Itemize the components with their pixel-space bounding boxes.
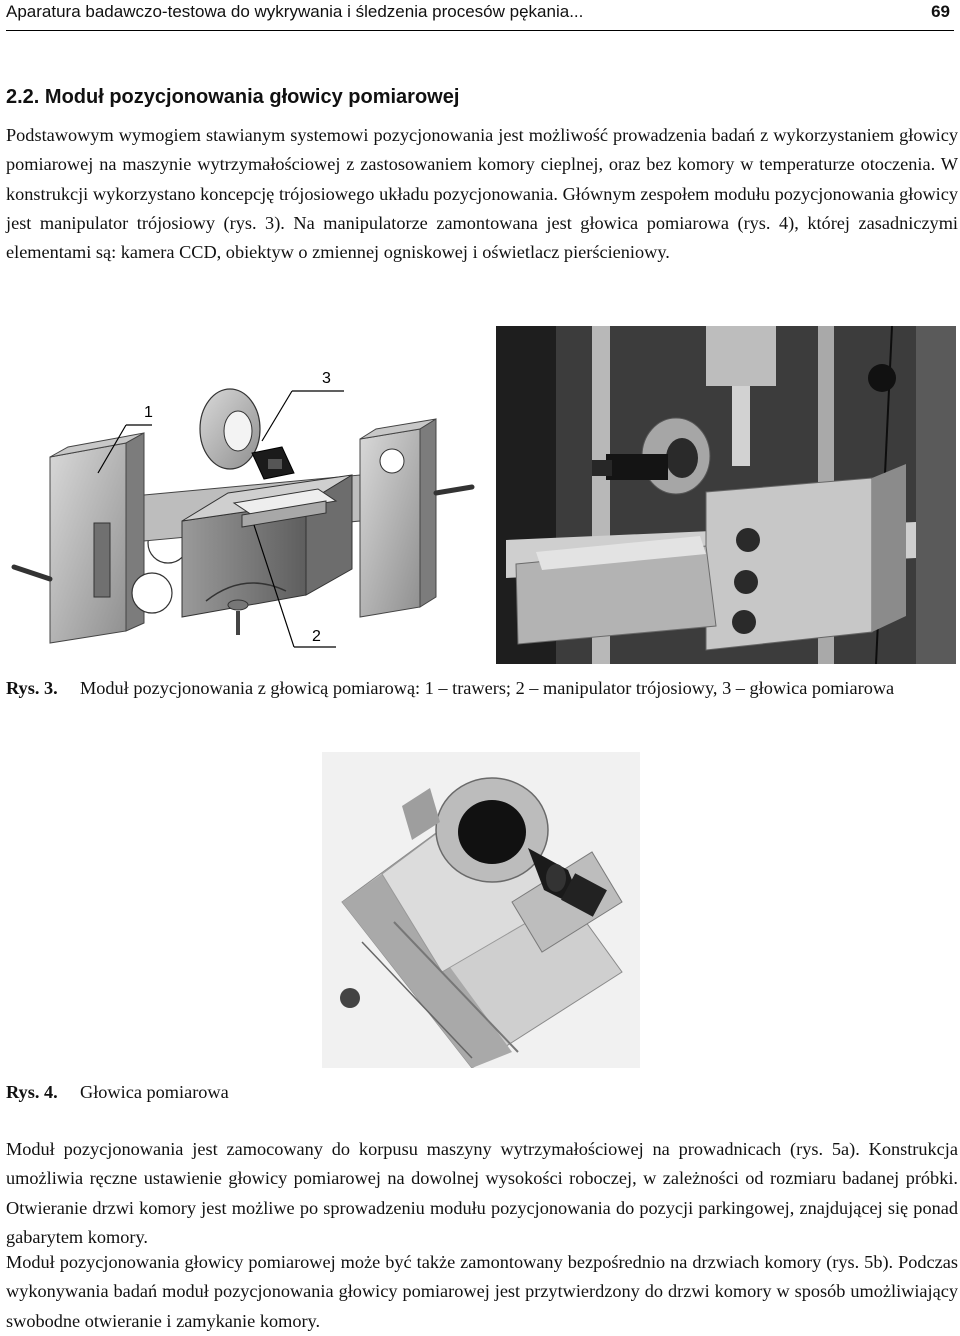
figure-4-caption-text: Głowica pomiarowa xyxy=(80,1082,229,1102)
running-header xyxy=(6,0,954,26)
header-rule xyxy=(6,30,954,31)
positioning-module-photo xyxy=(496,326,956,664)
intro-paragraph: Podstawowym wymogiem stawianym systemowi pozycjonowania jest możliwość prowadzenia badań z wykorzystaniem głowicy pomiarowej na maszynie wytrzymałościowej z zastosowaniem komory cieplnej, oraz bez komory w temperaturze otoczenia. W konstrukcji wykorzystano koncepcję trójosiowego układu pozycjonowania. Głównym zespołem modułu pozycjonowania głowicy jest manipulator trójosiowy (rys. 3). Na manipulatorze zamontowana jest głowica pomiarowa (rys. 4), której zasadniczymi elementami są: kamera CCD, obiektyw o zmiennej ogniskowej i oświetlacz pierścieniowy. xyxy=(6,125,958,263)
body-paragraph-2: Moduł pozycjonowania głowicy pomiarowej może być także zamontowany bezpośrednio na drzwiach komory (rys. 5b). Podczas wykonywania badań moduł pozycjonowania głowicy pomiarowej jest przytwierdzony do drzwi komory w sposób umożliwiający swobodne otwieranie i zamykanie komory. xyxy=(6,1252,958,1331)
callout-3: 3 xyxy=(322,370,331,387)
positioning-module-drawing xyxy=(6,325,478,665)
running-title: Aparatura badawczo-testowa do wykrywania i śledzenia procesów pękania... xyxy=(6,2,584,21)
measurement-head-photo xyxy=(322,752,640,1068)
callout-2: 2 xyxy=(312,628,321,645)
callout-1: 1 xyxy=(144,404,153,421)
section-heading: 2.2. Moduł pozycjonowania głowicy pomiarowej xyxy=(6,86,460,108)
body-paragraph-1: Moduł pozycjonowania jest zamocowany do korpusu maszyny wytrzymałościowej na prowadnicach (rys. 5a). Konstrukcja umożliwia ręczne ustawienie głowicy pomiarowej na dowolnej wysokości roboczej, w zależności od rozmiaru badanej próbki. Otwieranie drzwi komory jest możliwe po sprowadzeniu modułu pozycjonowania do pozycji parkingowej, znajdującej się ponad gabarytem komory. xyxy=(6,1139,958,1247)
positioning-module-drawing-svg xyxy=(6,325,478,665)
measurement-head-photo-svg xyxy=(322,752,640,1068)
positioning-module-photo-svg xyxy=(496,326,956,664)
figure-3-caption-text: Moduł pozycjonowania z głowicą pomiarową: 1 – trawers; 2 – manipulator trójosiowy, 3 – głowica pomiarowa xyxy=(80,678,895,698)
figure-3-label: Rys. 3. xyxy=(6,678,58,698)
figure-4-label: Rys. 4. xyxy=(6,1082,58,1102)
page-number: 69 xyxy=(931,2,950,21)
